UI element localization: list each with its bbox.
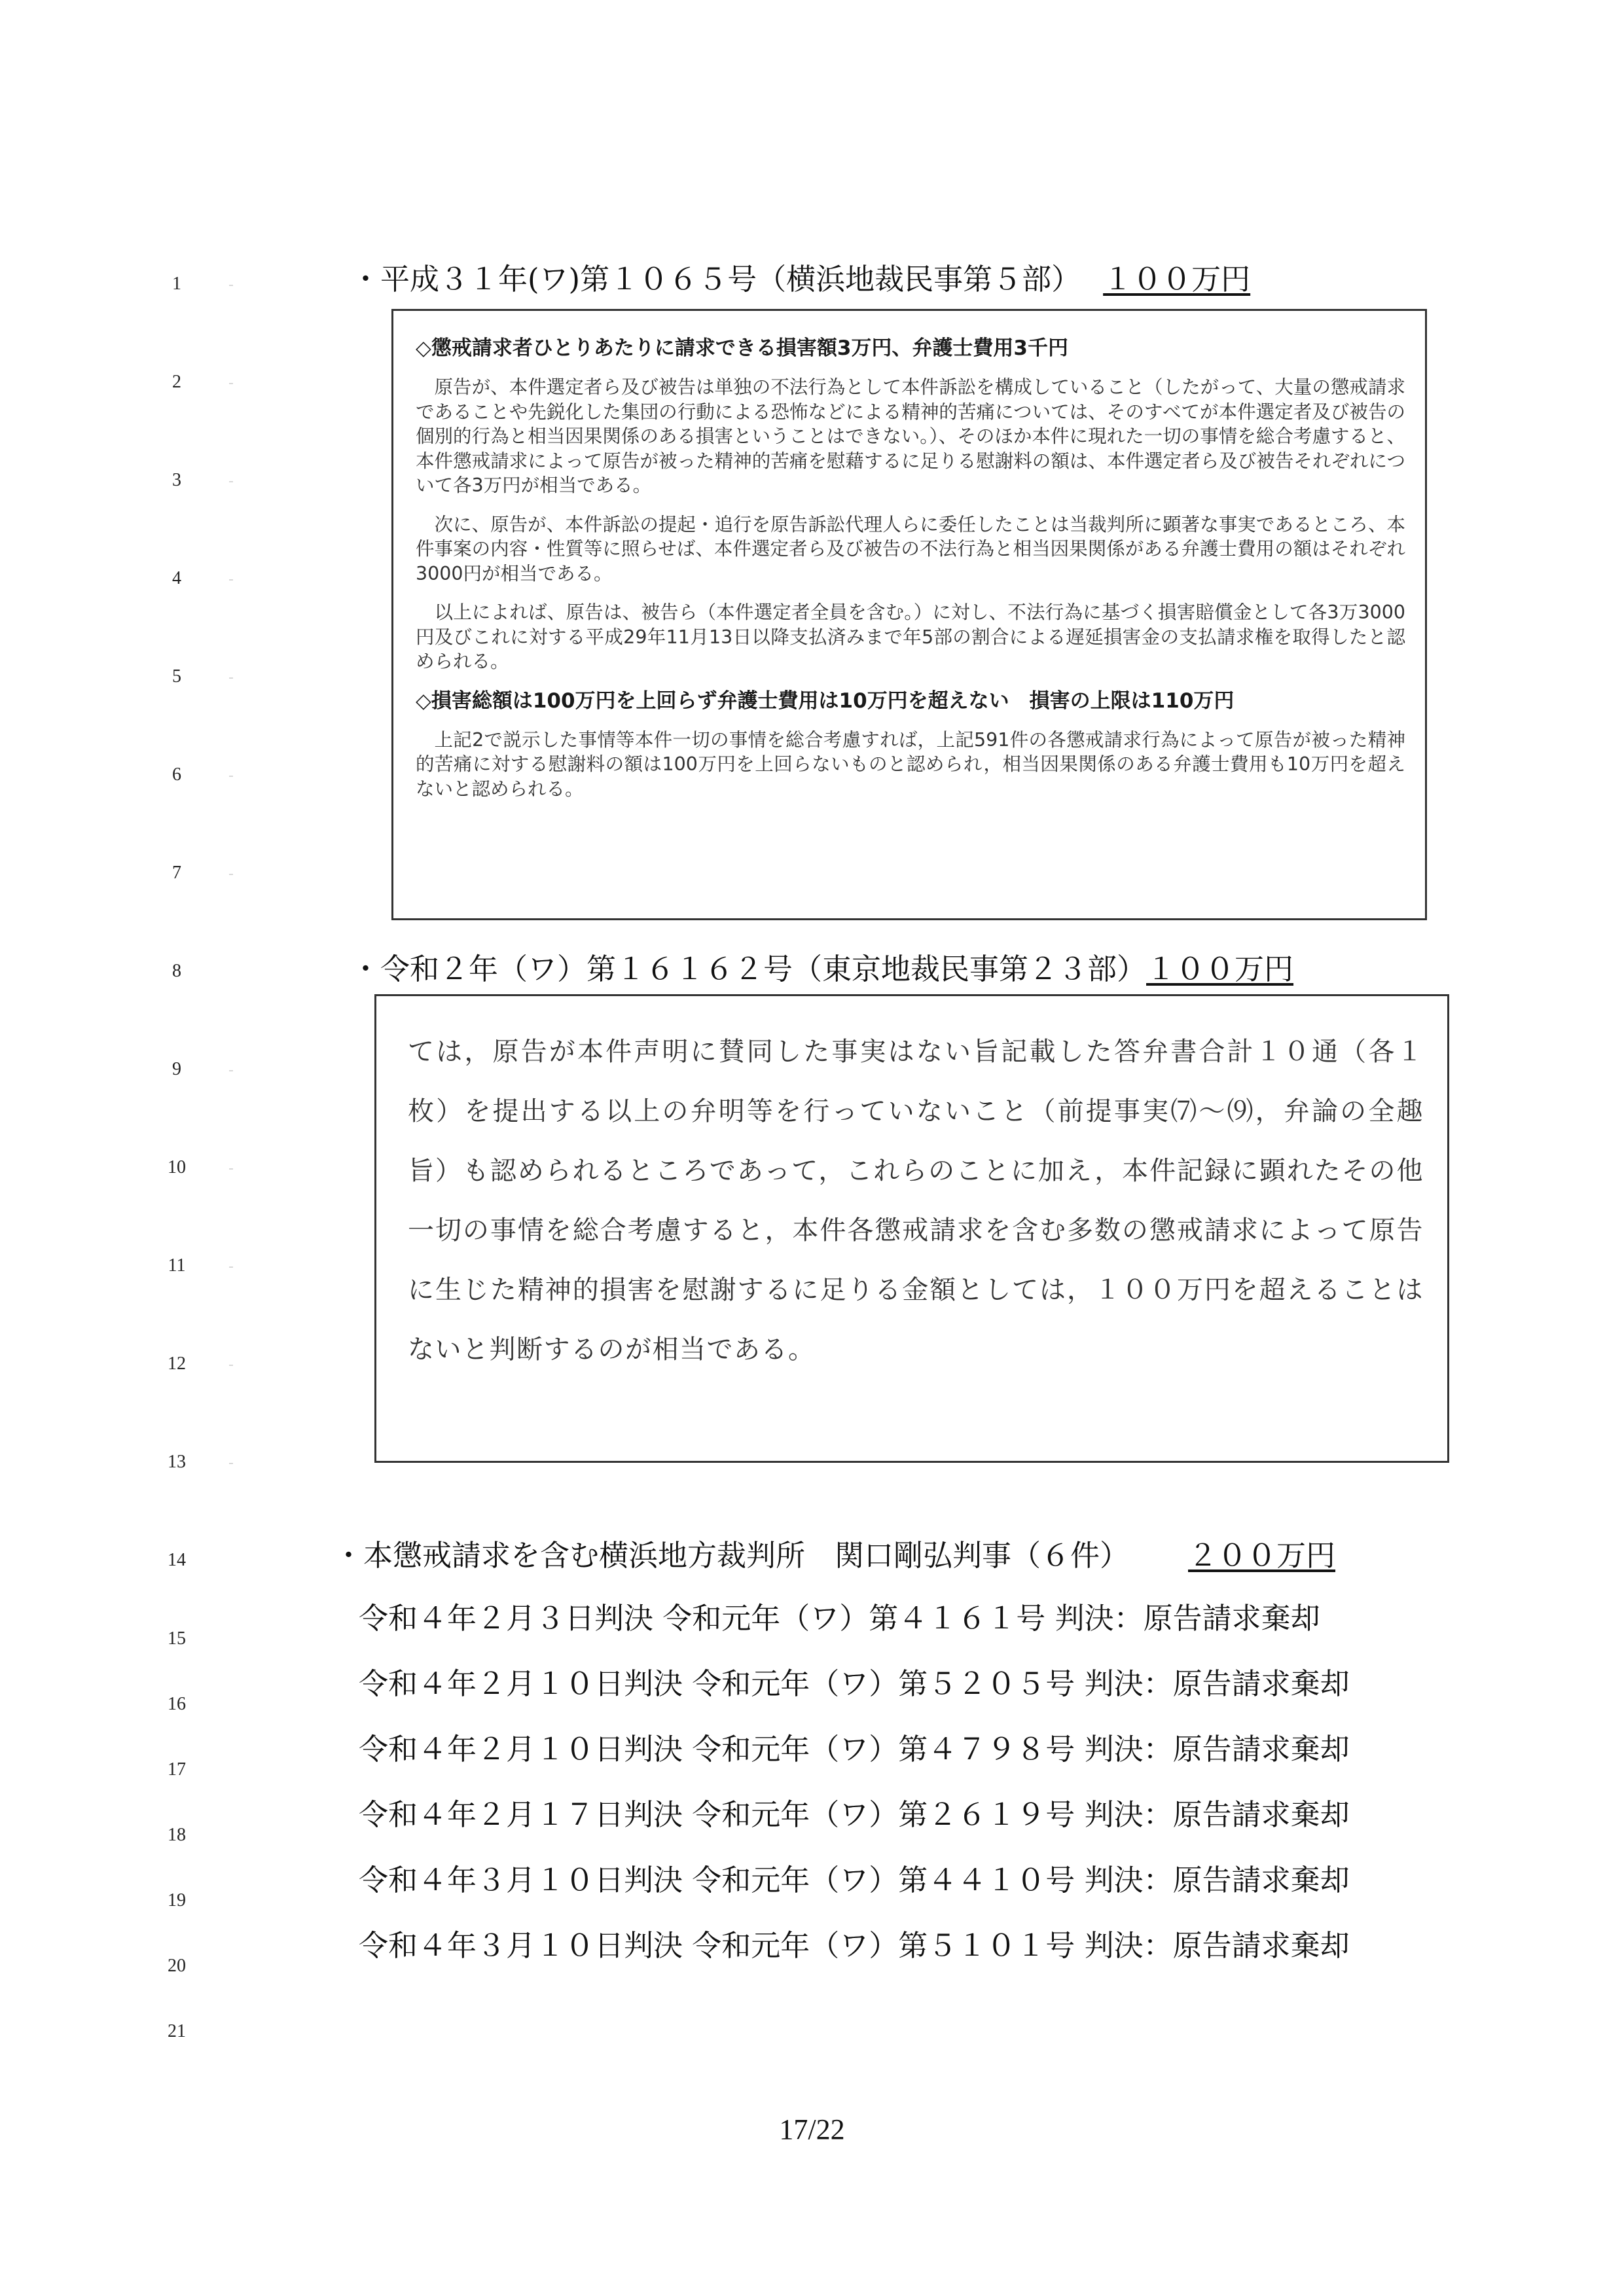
line-number: 8 xyxy=(172,961,181,981)
gutter-tick xyxy=(229,776,233,777)
gutter-tick xyxy=(229,1070,233,1071)
gutter-tick xyxy=(229,1266,233,1268)
excerpt-subheading: ◇損害総額は100万円を上回らず弁護士費用は10万円を超えない 損害の上限は110万円 xyxy=(416,689,1235,713)
line-number: 4 xyxy=(172,568,181,588)
line-number: 6 xyxy=(172,764,181,785)
section1-excerpt-box xyxy=(391,309,1427,920)
ruling-item: 令和４年３月１０日判決 令和元年（ワ）第４４１０号 判決：原告請求棄却 xyxy=(359,1863,1350,1897)
section2-excerpt-box xyxy=(374,994,1449,1463)
excerpt-paragraph: 以上によれば、原告は、被告ら（本件選定者全員を含む。）に対し、不法行為に基づく損害賠償金として各3万3000円及びこれに対する平成29年11月13日以降支払済みまで年5部の割合による遅延損害金の支払請求権を取得したと認められる。 xyxy=(416,601,1405,672)
line-number: 20 xyxy=(168,1956,186,1976)
line-number: 10 xyxy=(168,1157,186,1177)
ruling-item: 令和４年２月１７日判決 令和元年（ワ）第２６１９号 判決：原告請求棄却 xyxy=(359,1797,1350,1832)
section2-heading-text: ・令和２年（ワ）第１６１６２号（東京地裁民事第２３部） xyxy=(351,952,1147,986)
section2-heading xyxy=(351,954,1293,984)
line-number: 18 xyxy=(168,1825,186,1845)
excerpt-paragraph: 原告が、本件選定者ら及び被告は単独の不法行為として本件訴訟を構成していること（したがって、大量の懲戒請求であることや先鋭化した集団の行動による恐怖などによる精神的苦痛については、そのすべてが本件選定者及び被告の個別的行為と相当因果関係のある損害ということはできない。）、そのほか本件に現れた一切の事情を総合考慮すると、本件懲戒請求によって原告が被った精神的苦痛を慰藉するに足りる慰謝料の額は、本件選定者ら及び被告それぞれについて各3万円が相当である。 xyxy=(416,376,1405,496)
line-number: 13 xyxy=(168,1452,186,1472)
gutter-tick xyxy=(229,1463,233,1464)
excerpt-paragraph: ては，原告が本件声明に賛同した事実はない旨記載した答弁書合計１０通（各１枚）を提出する以上の弁明等を行っていないこと（前提事実⑺～⑼，弁論の全趣旨）も認められるところであって，これらのことに加え，本件記録に顕れたその他一切の事情を総合考慮すると，本件各懲戒請求を含む多数の懲戒請求によって原告に生じた精神的損害を慰謝するに足りる金額としては，１００万円を超えることはないと判断するのが相当である。 xyxy=(408,1037,1424,1365)
line-number: 19 xyxy=(168,1890,186,1910)
page-number: 17/22 xyxy=(779,2113,845,2145)
excerpt-paragraph: 上記2で説示した事情等本件一切の事情を総合考慮すれば，上記591件の各懲戒請求行為によって原告が被った精神的苦痛に対する慰謝料の額は100万円を上回らないものと認められ，相当因果関係のある弁護士費用も10万円を超えないと認められる。 xyxy=(416,728,1405,800)
gutter-tick xyxy=(229,579,233,581)
ruling-item: 令和４年２月１０日判決 令和元年（ワ）第５２０５号 判決：原告請求棄却 xyxy=(359,1666,1350,1701)
ruling-item: 令和４年３月１０日判決 令和元年（ワ）第５１０１号 判決：原告請求棄却 xyxy=(359,1928,1350,1963)
section2-amount: １００万円 xyxy=(1146,952,1294,986)
gutter-tick xyxy=(229,1168,233,1170)
gutter-tick xyxy=(229,1365,233,1366)
line-number: 16 xyxy=(168,1694,186,1714)
line-number: 5 xyxy=(172,666,181,687)
line-number: 3 xyxy=(172,470,181,490)
excerpt-subheading: ◇懲戒請求者ひとりあたりに請求できる損害額3万円、弁護士費用3千円 xyxy=(416,336,1068,360)
excerpt-paragraph: 次に、原告が、本件訴訟の提起・追行を原告訴訟代理人らに委任したことは当裁判所に顕著な事実であるところ、本件事案の内容・性質等に照らせば、本件選定者ら及び被告の不法行為と相当因果関係がある弁護士費用の額はそれぞれ3000円が相当である。 xyxy=(416,513,1405,584)
line-number: 12 xyxy=(168,1354,186,1374)
section1-amount: １００万円 xyxy=(1103,262,1251,296)
section3-heading xyxy=(334,1538,1336,1573)
ruling-item: 令和４年２月１０日判決 令和元年（ワ）第４７９８号 判決：原告請求棄却 xyxy=(359,1732,1350,1767)
line-number: 11 xyxy=(168,1255,186,1276)
line-number: 9 xyxy=(172,1059,181,1079)
section3-amount: ２００万円 xyxy=(1188,1538,1336,1573)
ruling-item: 令和４年２月３日判決 令和元年（ワ）第４１６１号 判決：原告請求棄却 xyxy=(359,1601,1320,1636)
section1-heading-text: ・平成３１年(ワ)第１０６５号（横浜地裁民事第５部） xyxy=(351,262,1081,296)
gutter-tick xyxy=(229,481,233,482)
gutter-tick xyxy=(229,285,233,286)
line-number: 21 xyxy=(168,2021,186,2041)
gutter-tick xyxy=(229,383,233,384)
line-number: 2 xyxy=(172,372,181,392)
gutter-tick xyxy=(229,874,233,875)
gutter-tick xyxy=(229,677,233,679)
section3-heading-text: ・本懲戒請求を含む横浜地方裁判所 関口剛弘判事（６件） xyxy=(334,1538,1130,1573)
line-number: 7 xyxy=(172,863,181,883)
line-number: 14 xyxy=(168,1550,186,1570)
line-number: 1 xyxy=(172,274,181,294)
section1-heading xyxy=(351,264,1250,294)
line-number: 15 xyxy=(168,1628,186,1649)
line-number: 17 xyxy=(168,1759,186,1780)
